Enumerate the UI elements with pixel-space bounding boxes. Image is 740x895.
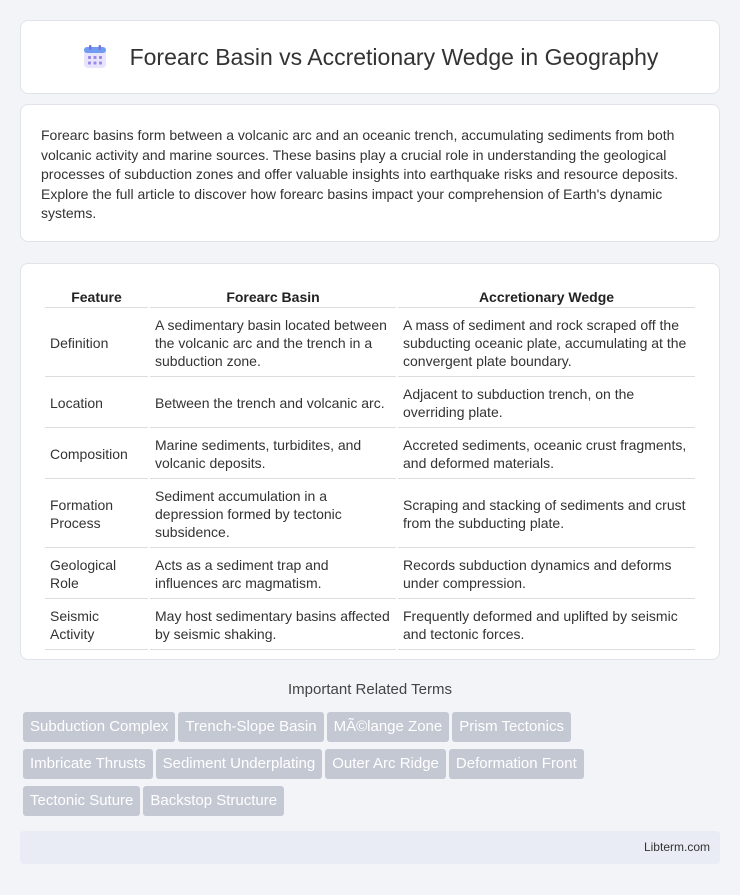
term-tag[interactable]: Subduction Complex [23, 712, 175, 742]
wedge-cell: Adjacent to subduction trench, on the overriding plate. [398, 379, 695, 428]
feature-cell: Seismic Activity [45, 601, 148, 650]
header-feature: Feature [45, 286, 148, 308]
page-title: Forearc Basin vs Accretionary Wedge in Geography [129, 43, 659, 70]
term-tag[interactable]: Prism Tectonics [452, 712, 571, 742]
calendar-grid-icon [82, 44, 108, 70]
feature-cell: Formation Process [45, 481, 148, 548]
feature-cell: Geological Role [45, 550, 148, 599]
table-row [45, 550, 695, 599]
intro-text: Forearc basins form between a volcanic arc and an oceanic trench, accumulating sediments from both volcanic activity and marine sources. These basins play a crucial role in understanding the geological processes of subduction zones and offer valuable insights into earthquake risks and resource deposits. Explore the full article to discover how forearc basins impact your comprehension of Earth's dynamic systems. [41, 127, 679, 221]
feature-cell: Composition [45, 430, 148, 479]
term-tag[interactable]: Sediment Underplating [156, 749, 323, 779]
term-tag[interactable]: Backstop Structure [143, 786, 284, 816]
forearc-cell: Marine sediments, turbidites, and volcanic deposits. [150, 430, 396, 479]
table-row [45, 379, 695, 428]
wedge-cell: Accreted sediments, oceanic crust fragments, and deformed materials. [398, 430, 695, 479]
table-row [45, 481, 695, 548]
footer [20, 831, 720, 864]
wedge-cell: Frequently deformed and uplifted by seismic and tectonic forces. [398, 601, 695, 650]
term-tag[interactable]: Trench-Slope Basin [178, 712, 323, 742]
term-tag[interactable]: Tectonic Suture [23, 786, 140, 816]
related-terms-heading: Important Related Terms [288, 681, 452, 698]
forearc-cell: Acts as a sediment trap and influences arc magmatism. [150, 550, 396, 599]
term-tag[interactable]: MÃ©lange Zone [327, 712, 450, 742]
header-accretionary-wedge: Accretionary Wedge [398, 286, 695, 308]
wedge-cell: Scraping and stacking of sediments and crust from the subducting plate. [398, 481, 695, 548]
footer-brand[interactable]: Libterm.com [643, 840, 710, 854]
comparison-table [43, 284, 697, 652]
term-tag[interactable]: Deformation Front [449, 749, 584, 779]
wedge-cell: A mass of sediment and rock scraped off the subducting oceanic plate, accumulating at the convergent plate boundary. [398, 310, 695, 377]
comparison-table-card [20, 263, 720, 660]
table-row [45, 430, 695, 479]
forearc-cell: Sediment accumulation in a depression formed by tectonic subsidence. [150, 481, 396, 548]
forearc-cell: May host sedimentary basins affected by seismic shaking. [150, 601, 396, 650]
forearc-cell: Between the trench and volcanic arc. [150, 379, 396, 428]
table-row [45, 601, 695, 650]
intro-card [20, 104, 720, 242]
term-tag[interactable]: Imbricate Thrusts [23, 749, 153, 779]
forearc-cell: A sedimentary basin located between the volcanic arc and the trench in a subduction zone. [150, 310, 396, 377]
related-terms-list [23, 712, 723, 823]
wedge-cell: Records subduction dynamics and deforms under compression. [398, 550, 695, 599]
title-card [20, 20, 720, 94]
table-header-row [45, 286, 695, 308]
table-row [45, 310, 695, 377]
header-forearc-basin: Forearc Basin [150, 286, 396, 308]
feature-cell: Location [45, 379, 148, 428]
feature-cell: Definition [45, 310, 148, 377]
term-tag[interactable]: Outer Arc Ridge [325, 749, 446, 779]
